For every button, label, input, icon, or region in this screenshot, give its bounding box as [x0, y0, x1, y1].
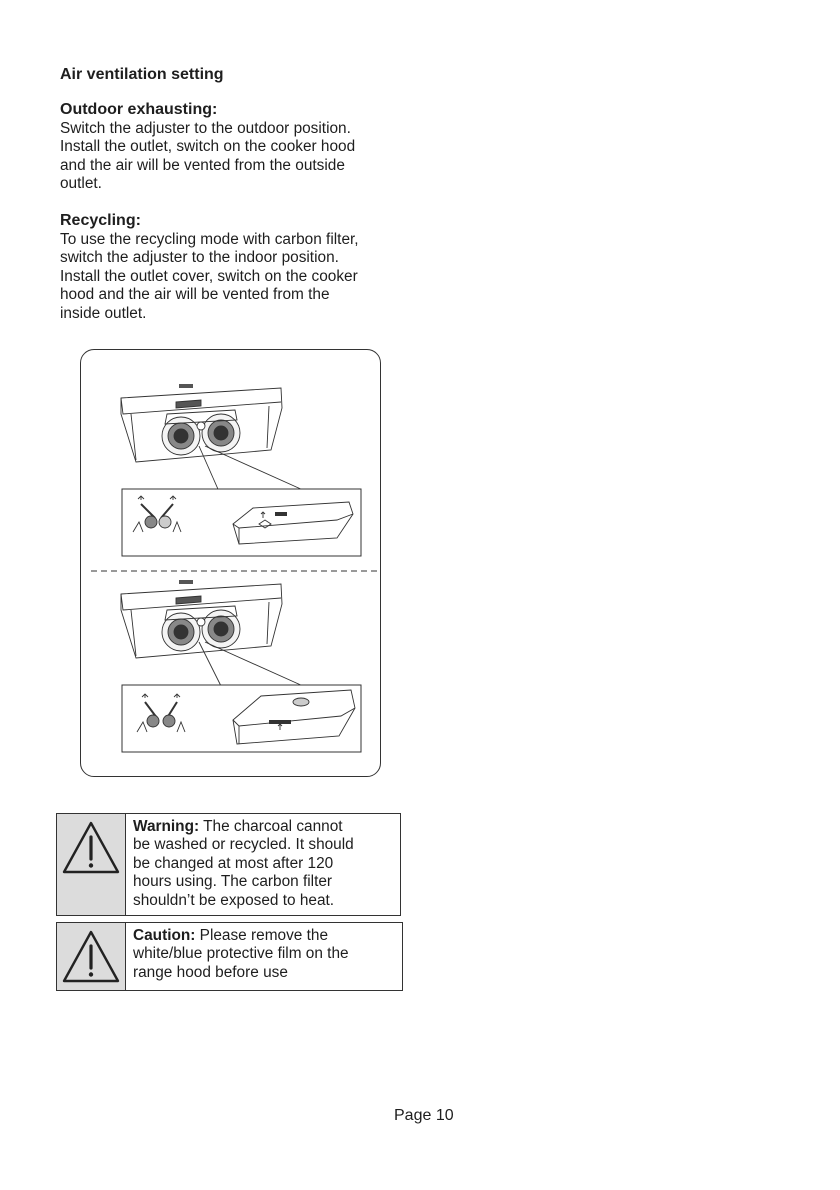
warning-text: [126, 814, 360, 915]
caution-line: range hood before use: [133, 963, 288, 981]
warning-line: be changed at most after 120: [133, 854, 334, 872]
caution-text: [126, 923, 355, 990]
recycling-heading: Recycling:: [60, 212, 141, 229]
warning-line: shouldn’t be exposed to heat.: [133, 891, 335, 909]
warning-label: Warning:: [133, 818, 200, 835]
warning-icon-cell: [57, 814, 126, 915]
outdoor-line: and the air will be vented from the outside: [60, 156, 345, 174]
hood-illustration-outdoor: [121, 384, 282, 462]
outdoor-exhausting-section: [60, 100, 400, 194]
recycling-line: Install the outlet cover, switch on the cooker: [60, 267, 358, 285]
outdoor-line: Switch the adjuster to the outdoor position.: [60, 120, 351, 137]
recycling-line: switch the adjuster to the indoor position.: [60, 249, 339, 267]
warning-first-line: The charcoal cannot: [199, 818, 343, 835]
caution-label: Caution:: [133, 927, 196, 944]
page-number: Page 10: [394, 1107, 454, 1124]
caution-notice: [56, 922, 403, 991]
outdoor-heading: Outdoor exhausting:: [60, 101, 218, 118]
ventilation-diagram: [80, 349, 381, 777]
outdoor-line: Install the outlet, switch on the cooker hood: [60, 138, 356, 156]
caution-icon-cell: [57, 923, 126, 990]
section-title: Air ventilation setting: [60, 66, 224, 83]
warning-notice: [56, 813, 401, 916]
warning-triangle-icon: [61, 929, 121, 985]
warning-triangle-icon: [61, 820, 121, 876]
recycling-line: hood and the air will be vented from the: [60, 286, 330, 304]
warning-line: hours using. The carbon filter: [133, 873, 333, 891]
recycling-section: [60, 211, 400, 323]
recycling-line: inside outlet.: [60, 304, 147, 322]
outdoor-line: outlet.: [60, 175, 102, 193]
warning-line: be washed or recycled. It should: [133, 836, 354, 854]
recycling-line: To use the recycling mode with carbon filter,: [60, 231, 359, 248]
caution-line: white/blue protective film on the: [133, 945, 349, 963]
caution-first-line: Please remove the: [195, 927, 329, 944]
